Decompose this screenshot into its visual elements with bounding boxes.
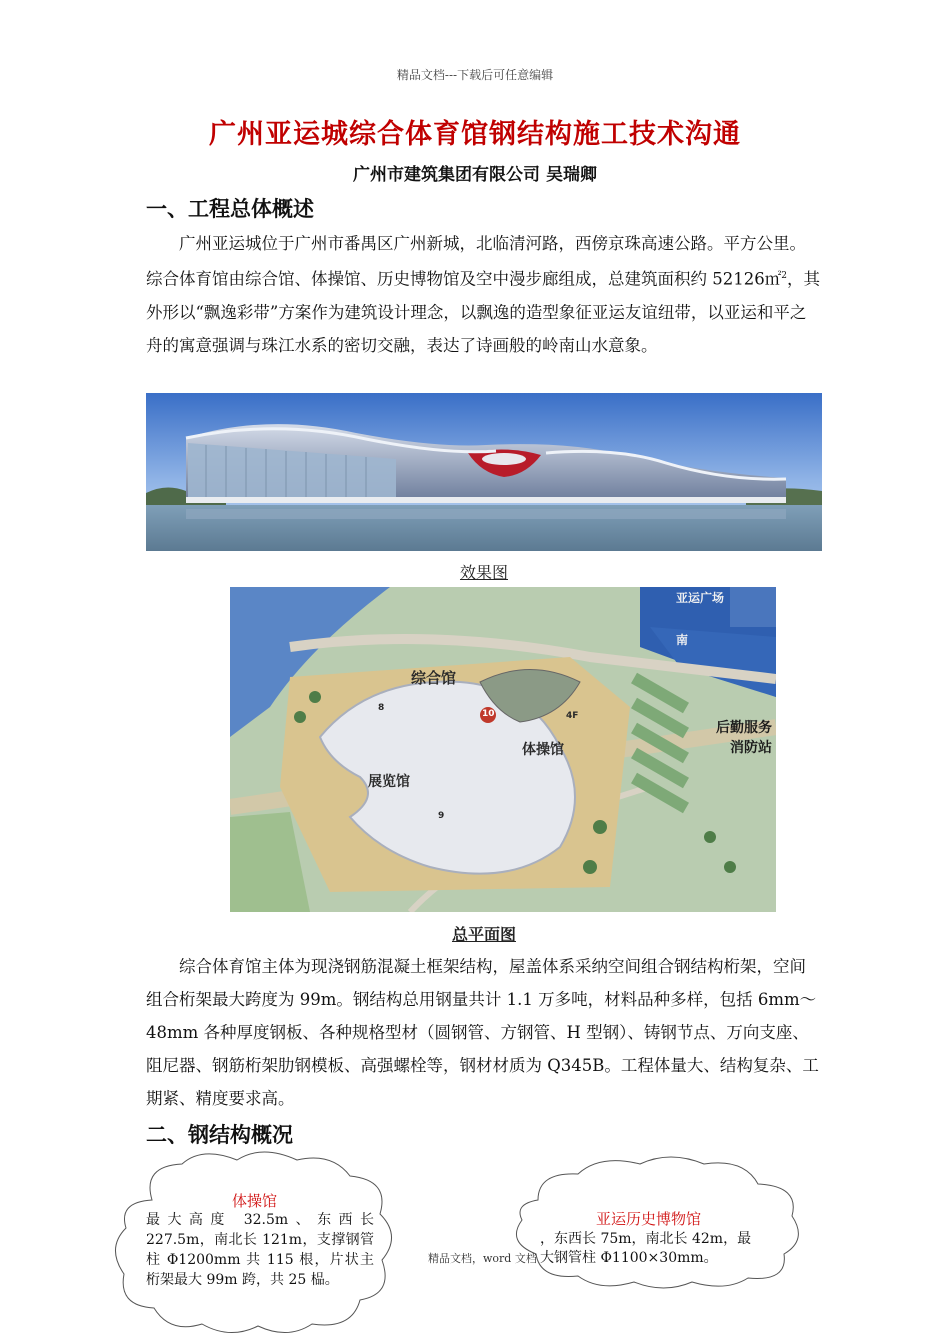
cloud-callout-gymnastics [112,1148,400,1338]
cloud-callout-museum [508,1150,804,1290]
plan-label-zhanlan: 展览馆 [368,774,410,790]
cloud2-title: 亚运历史博物馆 [596,1210,702,1228]
header-note: 精品文档---下载后可任意编辑 [396,68,554,82]
plan-label-nan: 南 [676,633,689,647]
rendering-caption: 效果图 [459,563,508,582]
cloud1-title: 体操馆 [232,1192,278,1210]
section1-paragraph2: 综合体育馆主体为现浇钢筋混凝土框架结构，屋盖体系采纳空间组合钢结构桁架，空间组合桁架最大跨度为 99m。钢结构总用钢量共计 1.1 万多吨，材料品种多样，包括 6mm～48mm 各种厚度钢板、各种规格型材（圆钢管、方钢管、H 型钢）、铸钢节点、万向支座、阻尼器、钢筋桁架肋钢模板、高强螺栓等，钢材材质为 Q345B。工程体量大、结构复杂、工期紧、精度要求高。 [146,957,819,1108]
cloud2-body-line1: ，东西长 75m，南北长 42m，最 [540,1231,752,1247]
plan-mark-9: 9 [438,811,445,821]
site-plan-image [230,587,776,912]
section1-heading: 一、工程总体概述 [146,196,314,221]
plan-mark-8: 8 [378,703,385,713]
plan-label-xiaofang: 消防站 [730,740,772,756]
plan-mark-10: 10 [482,709,495,719]
plan-label-ticao: 体操馆 [522,742,564,758]
document-title: 广州亚运城综合体育馆钢结构施工技术沟通 [209,119,741,150]
footer-note: 精品文档，word 文档 [428,1252,537,1265]
siteplan-caption: 总平面图 [451,925,516,944]
rendering-image [146,393,822,551]
cloud2-body-line2: 大钢管柱 Φ1100×30mm。 [540,1250,718,1266]
section2-heading: 二、钢结构概况 [146,1122,293,1147]
cloud1-body: 最大高度 32.5m、东西长 227.5m，南北长 121m，支撑钢管柱 Φ1200mm 共 115 根，片状主桁架最大 99m 跨，共 25 榀。 [146,1212,374,1288]
section1-paragraph1: 广州亚运城位于广州市番禺区广州新城，北临清河路，西傍京珠高速公路。平方公里。综合体育馆由综合馆、体操馆、历史博物馆及空中漫步廊组成，总建筑面积约 52126㎡$^2$，其外形以“飘逸彩带”方案作为建筑设计理念，以飘逸的造型象征亚运友谊纽带，以亚运和平之舟的寓意强调与珠江水系的密切交融，表达了诗画般的岭南山水意象。 [146,234,820,355]
plan-mark-4f: 4F [566,711,579,721]
document-subtitle: 广州市建筑集团有限公司 吴瑞卿 [353,165,597,185]
plan-label-houqin: 后勤服务 [716,720,772,736]
plan-label-zonghe: 综合馆 [411,669,457,687]
plan-label-yayun: 亚运广场 [676,591,725,605]
